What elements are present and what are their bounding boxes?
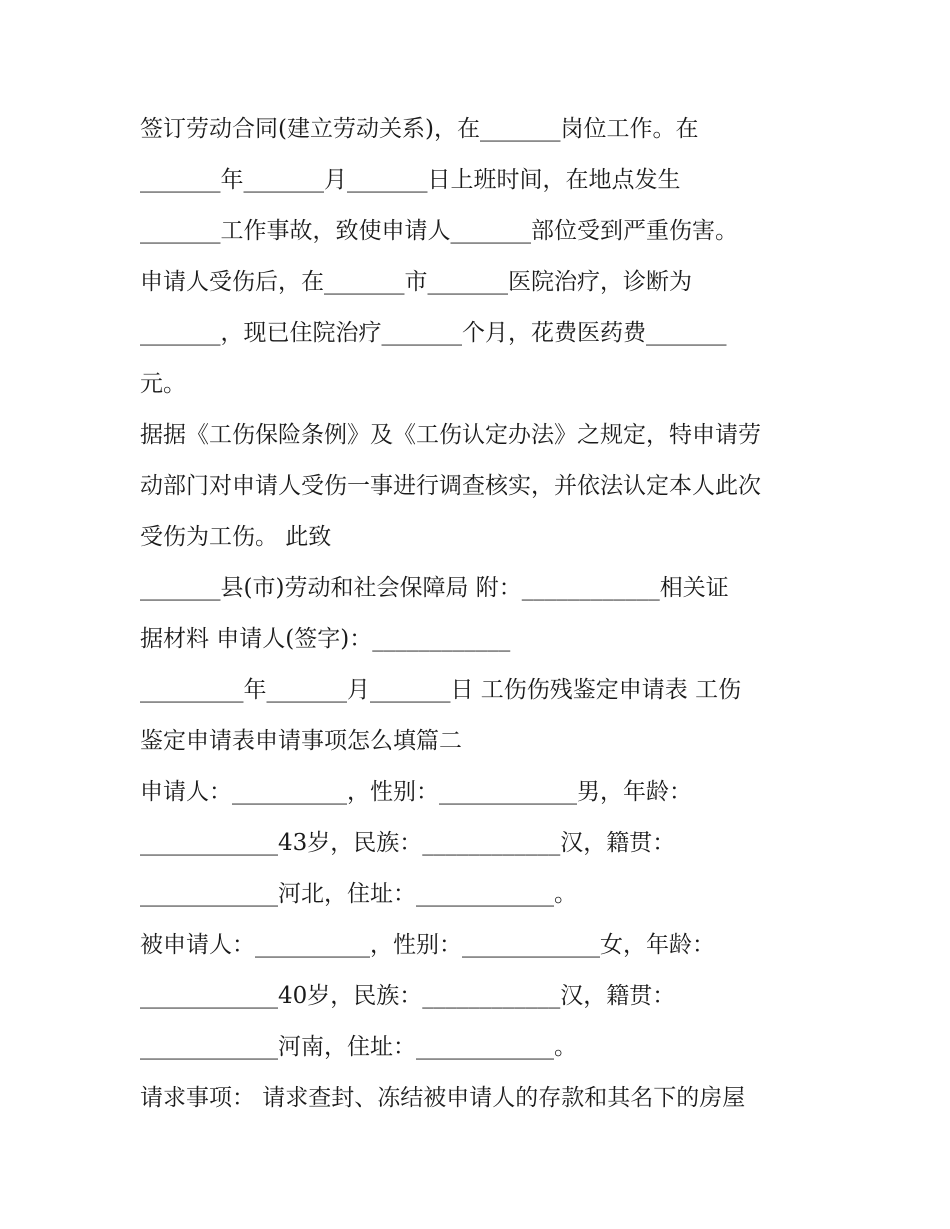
document-body — [140, 104, 830, 1124]
text-line: 鉴定申请表申请事项怎么填篇二 — [140, 728, 462, 754]
text-line: 被申请人：__________，性别：____________女，年龄： — [140, 932, 715, 958]
text-line: 据据《工伤保险条例》及《工伤认定办法》之规定，特申请劳 — [140, 422, 761, 448]
text-line: 动部门对申请人受伤一事进行调查核实，并依法认定本人此次 — [140, 473, 761, 499]
text-line: 申请人受伤后，在_______市_______医院治疗，诊断为 — [140, 269, 692, 295]
text-line: 请求事项： 请求查封、冻结被申请人的存款和其名下的房屋 — [140, 1085, 746, 1111]
text-line: 申请人：__________，性别：____________男，年龄： — [140, 779, 692, 805]
text-line: _______，现已住院治疗_______个月，花费医药费_______ — [140, 320, 727, 346]
text-line: 签订劳动合同(建立劳动关系)，在_______岗位工作。在 — [140, 116, 699, 142]
text-line: ____________河北，住址：____________。 — [140, 881, 577, 907]
text-line: _______年_______月_______日上班时间，在地点发生 — [140, 167, 681, 193]
text-line: _______工作事故，致使申请人_______部位受到严重伤害。 — [140, 218, 738, 244]
text-line: ____________43岁，民族：____________汉，籍贯： — [140, 830, 676, 856]
text-line: _________年_______月_______日 工伤伤残鉴定申请表 工伤 — [140, 677, 742, 703]
text-line: 受伤为工伤。 此致 — [140, 524, 332, 550]
text-line: 元。 — [140, 371, 186, 397]
text-line: 据材料 申请人(签字)：____________ — [140, 626, 511, 652]
text-line: ____________河南，住址：____________。 — [140, 1034, 577, 1060]
text-line: ____________40岁，民族：____________汉，籍贯： — [140, 983, 676, 1009]
text-line: _______县(市)劳动和社会保障局 附：____________相关证 — [140, 575, 729, 601]
